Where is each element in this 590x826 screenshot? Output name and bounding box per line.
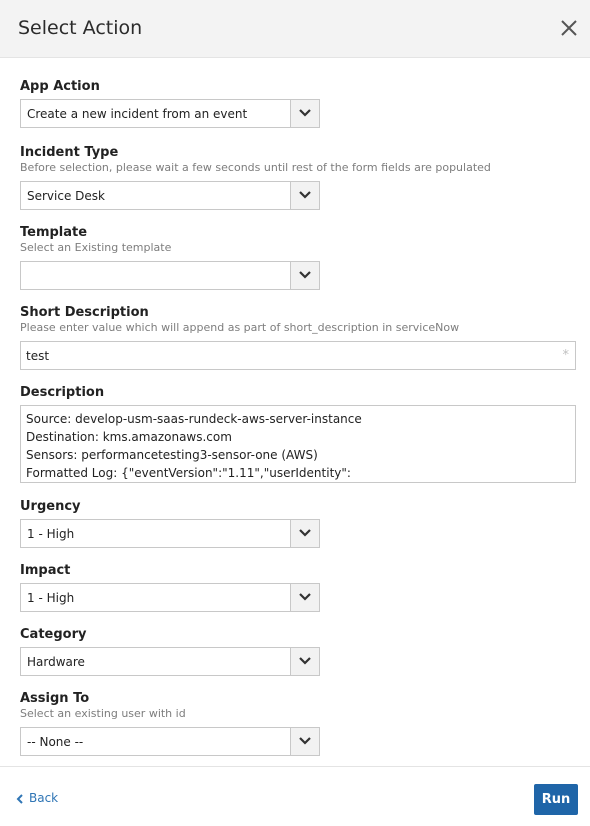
chevron-down-icon[interactable] — [290, 262, 319, 289]
app-action-label: App Action — [20, 79, 100, 94]
close-icon[interactable] — [560, 19, 582, 41]
short-description-input[interactable] — [20, 341, 576, 370]
impact-value: 1 - High — [27, 591, 75, 605]
assign-to-select[interactable] — [20, 727, 320, 756]
description-line: Destination: kms.amazonaws.com — [26, 430, 232, 444]
modal-header — [0, 0, 590, 58]
required-asterisk: * — [562, 348, 569, 363]
chevron-down-icon[interactable] — [290, 520, 319, 547]
category-value: Hardware — [27, 655, 85, 669]
modal-footer — [0, 766, 590, 826]
urgency-value: 1 - High — [27, 527, 75, 541]
urgency-label: Urgency — [20, 499, 81, 514]
app-action-value: Create a new incident from an event — [27, 107, 248, 121]
run-button[interactable]: Run — [534, 784, 578, 815]
category-select[interactable] — [20, 647, 320, 676]
description-line: Formatted Log: {"eventVersion":"1.11","userIdentity": — [26, 466, 351, 480]
description-line: Sensors: performancetesting3-sensor-one (AWS) — [26, 448, 318, 462]
short-description-value: test — [26, 349, 50, 363]
modal-title: Select Action — [18, 17, 143, 39]
short-description-help: Please enter value which will append as part of short_description in serviceNow — [20, 321, 460, 334]
category-label: Category — [20, 627, 87, 642]
incident-type-value: Service Desk — [27, 189, 105, 203]
template-label: Template — [20, 225, 88, 240]
app-action-select[interactable] — [20, 99, 320, 128]
assign-to-label: Assign To — [20, 691, 90, 706]
urgency-group — [20, 499, 81, 515]
description-textarea[interactable] — [20, 405, 576, 483]
back-link[interactable] — [16, 791, 58, 805]
chevron-down-icon[interactable] — [290, 728, 319, 755]
chevron-down-icon[interactable] — [290, 100, 319, 127]
incident-type-label: Incident Type — [20, 145, 119, 160]
impact-select[interactable] — [20, 583, 320, 612]
category-group — [20, 627, 86, 643]
short-description-label: Short Description — [20, 305, 149, 320]
chevron-left-icon — [16, 794, 23, 804]
assign-to-value: -- None -- — [27, 735, 84, 749]
template-help: Select an Existing template — [20, 241, 172, 254]
app-action-group — [20, 79, 100, 95]
incident-type-select[interactable] — [20, 181, 320, 210]
short-description-group — [20, 305, 459, 335]
impact-group — [20, 563, 70, 579]
assign-to-help: Select an existing user with id — [20, 707, 186, 720]
template-select[interactable] — [20, 261, 320, 290]
chevron-down-icon[interactable] — [290, 182, 319, 209]
assign-to-group — [20, 691, 186, 721]
back-label: Back — [29, 791, 59, 805]
description-line: Source: develop-usm-saas-rundeck-aws-server-instance — [26, 412, 362, 426]
chevron-down-icon[interactable] — [290, 584, 319, 611]
incident-type-help: Before selection, please wait a few seconds until rest of the form fields are populated — [20, 161, 491, 174]
urgency-select[interactable] — [20, 519, 320, 548]
template-group — [20, 225, 171, 255]
impact-label: Impact — [20, 563, 71, 578]
description-group — [20, 385, 104, 401]
chevron-down-icon[interactable] — [290, 648, 319, 675]
incident-type-group — [20, 145, 491, 175]
description-label: Description — [20, 385, 105, 400]
